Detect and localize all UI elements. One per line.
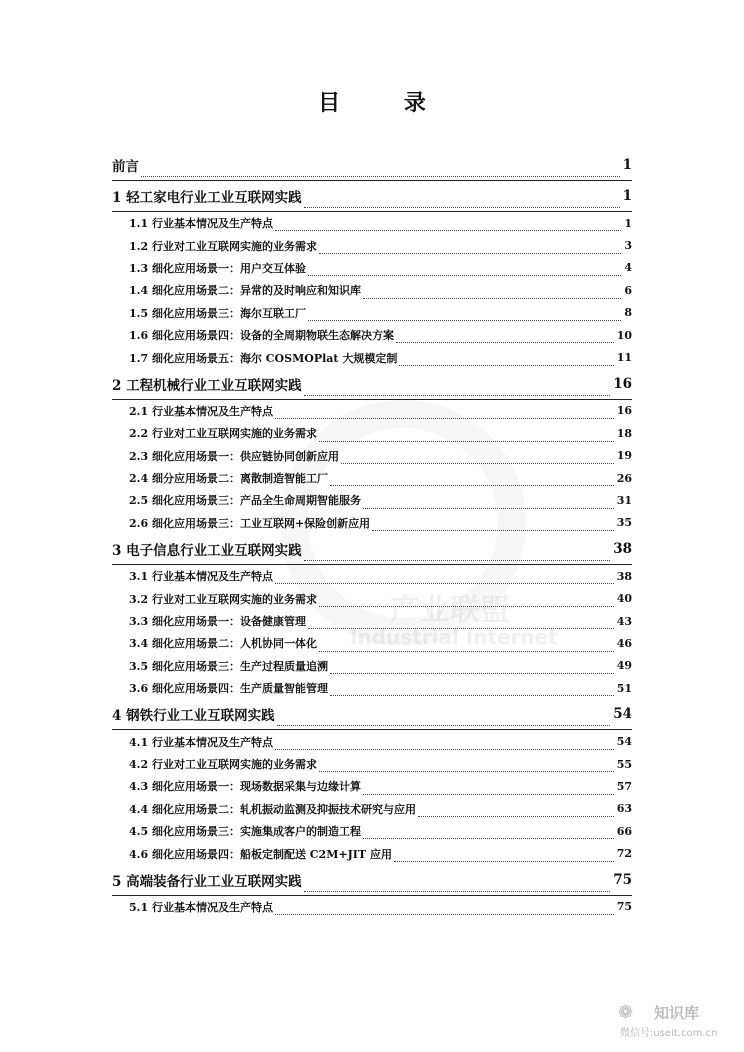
toc-entry-label: 4.1 行业基本情况及生产特点 [129, 735, 273, 749]
toc-section-row[interactable] [112, 212, 632, 234]
toc-chapter-row[interactable] [112, 369, 632, 400]
toc-page-number: 16 [613, 375, 632, 392]
toc-page-number: 75 [613, 871, 632, 888]
toc-entry-label: 3 电子信息行业工业互联网实践 [112, 543, 302, 560]
toc-section-row[interactable] [112, 324, 632, 346]
toc-entry-label: 3.4 细化应用场景二：人机协同一体化 [129, 637, 317, 651]
toc-page-number: 49 [616, 659, 632, 673]
toc-leader-dots [363, 297, 621, 299]
toc-section-row[interactable] [112, 445, 632, 467]
toc-section-row[interactable] [112, 677, 632, 699]
toc-page-number: 38 [613, 541, 632, 558]
toc-section-row[interactable] [112, 610, 632, 632]
toc-leader-dots [308, 274, 621, 276]
toc-entry-label: 1.1 行业基本情况及生产特点 [129, 217, 273, 231]
toc-section-row[interactable] [112, 279, 632, 301]
toc-section-row[interactable] [112, 820, 632, 842]
toc-leader-dots [330, 672, 614, 674]
toc-chapter-row[interactable] [112, 150, 632, 181]
toc-leader-dots [330, 484, 614, 486]
toc-leader-dots [275, 417, 614, 419]
toc-leader-dots [399, 364, 613, 366]
toc-section-row[interactable] [112, 730, 632, 752]
toc-chapter-row[interactable] [112, 865, 632, 896]
toc-page-number: 31 [616, 493, 632, 507]
toc-leader-dots [304, 206, 620, 208]
toc-page-number: 63 [616, 802, 632, 816]
toc-entry-label: 2 工程机械行业工业互联网实践 [112, 377, 302, 394]
toc-chapter-row[interactable] [112, 699, 632, 730]
toc-page-number: 1 [624, 216, 632, 230]
toc-entry-label: 2.1 行业基本情况及生产特点 [129, 404, 273, 418]
toc-entry-label: 1.7 细化应用场景五：海尔 COSMOPlat 大规模定制 [129, 351, 398, 365]
footer-logo [614, 1000, 734, 1040]
toc-leader-dots [304, 559, 611, 561]
toc-page-number: 57 [616, 779, 632, 793]
toc-section-row[interactable] [112, 655, 632, 677]
toc-leader-dots [394, 860, 614, 862]
toc-section-row[interactable] [112, 346, 632, 368]
watermark-en: Industrial Internet [350, 625, 558, 649]
toc-entry-label: 5 高端装备行业工业互联网实践 [112, 873, 302, 890]
toc-entry-label: 2.6 细化应用场景三：工业互联网+保险创新应用 [129, 516, 371, 530]
footer-brand: 知识库 [654, 1004, 700, 1022]
toc-page-number: 4 [624, 261, 632, 275]
toc-leader-dots [319, 770, 614, 772]
toc-chapter-row[interactable] [112, 181, 632, 212]
toc-section-row[interactable] [112, 565, 632, 587]
toc-page-number: 35 [616, 516, 632, 530]
toc-section-row[interactable] [112, 587, 632, 609]
toc-page-number: 66 [616, 824, 632, 838]
toc-entry-label: 4.5 细化应用场景三：实施集成客户的制造工程 [129, 825, 361, 839]
toc-section-row[interactable] [112, 234, 632, 256]
toc-page-number: 46 [616, 636, 632, 650]
toc-leader-dots [304, 890, 611, 892]
toc-section-row[interactable] [112, 257, 632, 279]
toc-page-number: 10 [616, 328, 632, 342]
toc-leader-dots [275, 582, 614, 584]
toc-entry-label: 4.2 行业对工业互联网实施的业务需求 [129, 758, 317, 771]
wechat-icon: ❁ [618, 1002, 634, 1023]
toc-leader-dots [319, 252, 621, 254]
toc-page-number: 38 [616, 569, 632, 583]
toc-entry-label: 2.5 细化应用场景三：产品全生命周期智能服务 [129, 494, 361, 508]
toc-page-number: 19 [616, 449, 632, 463]
toc-page-number: 40 [616, 592, 632, 606]
toc-entry-label: 3.2 行业对工业互联网实施的业务需求 [129, 592, 317, 606]
toc-entry-label: 3.3 细化应用场景一：设备健康管理 [129, 615, 306, 629]
toc-entry-label: 4.6 细化应用场景四：船板定制配送 C2M+JIT 应用 [129, 847, 392, 861]
toc-leader-dots [363, 837, 614, 839]
toc-page-number: 3 [624, 239, 632, 253]
toc-entry-label: 1.6 细化应用场景四：设备的全周期物联生态解决方案 [129, 329, 394, 343]
toc-leader-dots [319, 650, 614, 652]
toc-section-row[interactable] [112, 896, 632, 918]
toc-page-number: 1 [622, 157, 632, 173]
toc-section-row[interactable] [112, 775, 632, 797]
toc-page-number: 72 [616, 847, 632, 861]
toc-leader-dots [308, 319, 621, 321]
toc-leader-dots [277, 724, 611, 726]
toc-page-number: 6 [624, 283, 632, 297]
toc-leader-dots [275, 229, 621, 231]
toc-page-number: 43 [616, 614, 632, 628]
toc-chapter-row[interactable] [112, 534, 632, 565]
toc-section-row[interactable] [112, 467, 632, 489]
toc-section-row[interactable] [112, 400, 632, 422]
toc-entry-label: 3.6 细化应用场景四：生产质量智能管理 [129, 682, 328, 696]
toc-entry-label: 3.1 行业基本情况及生产特点 [129, 570, 273, 584]
toc-page-number: 26 [616, 471, 632, 485]
toc-entry-label: 前言 [112, 159, 139, 175]
toc-entry-label: 1.3 细化应用场景一：用户交互体验 [129, 261, 306, 275]
toc-leader-dots [341, 462, 614, 464]
toc-entry-label: 1.5 细化应用场景三：海尔互联工厂 [129, 306, 306, 320]
toc-leader-dots [396, 341, 614, 343]
toc-leader-dots [372, 529, 614, 531]
toc-section-row[interactable] [112, 422, 632, 444]
toc-page-number: 11 [616, 351, 632, 365]
toc-page-number: 54 [613, 706, 632, 723]
toc-section-row[interactable] [112, 842, 632, 864]
toc-section-row[interactable] [112, 632, 632, 654]
toc-leader-dots [363, 507, 614, 509]
toc-entry-label: 5.1 行业基本情况及生产特点 [129, 900, 273, 914]
toc-section-row[interactable] [112, 489, 632, 511]
toc-leader-dots [319, 440, 614, 442]
toc-section-row[interactable] [112, 798, 632, 820]
toc-entry-label: 4 钢铁行业工业互联网实践 [112, 708, 275, 725]
toc-page-number: 54 [616, 735, 632, 749]
toc-leader-dots [141, 175, 620, 177]
toc-entry-label: 1.4 细化应用场景二：异常的及时响应和知识库 [129, 284, 361, 298]
toc-section-row[interactable] [112, 512, 632, 534]
footer-sub: 微信号:useit.com.cn [620, 1028, 718, 1039]
toc-entry-label: 1 轻工家电行业工业互联网实践 [112, 190, 302, 206]
toc-entry-label: 4.4 细化应用场景二：轧机振动监测及抑振技术研究与应用 [129, 802, 416, 816]
toc-page-number: 8 [624, 306, 632, 320]
toc-section-row[interactable] [112, 302, 632, 324]
toc-section-row[interactable] [112, 753, 632, 775]
table-of-contents [112, 150, 632, 918]
toc-leader-dots [319, 605, 614, 607]
toc-leader-dots [418, 815, 614, 817]
toc-page-number: 1 [622, 188, 632, 204]
toc-page-number: 51 [616, 681, 632, 695]
watermark-cn: 产业联盟 [390, 593, 510, 628]
toc-leader-dots [304, 394, 611, 396]
toc-leader-dots [275, 748, 614, 750]
toc-leader-dots [275, 913, 614, 915]
toc-page-number: 55 [616, 757, 632, 771]
toc-entry-label: 2.2 行业对工业互联网实施的业务需求 [129, 427, 317, 441]
toc-page-number: 18 [616, 426, 632, 440]
toc-entry-label: 1.2 行业对工业互联网实施的业务需求 [129, 239, 317, 253]
toc-page-number: 75 [616, 900, 632, 914]
toc-leader-dots [363, 793, 614, 795]
toc-entry-label: 2.4 细分应用场景二：离散制造智能工厂 [129, 472, 328, 486]
page-title: 目 录 [318, 90, 454, 116]
toc-leader-dots [308, 627, 614, 629]
toc-page-number: 16 [616, 404, 632, 418]
toc-entry-label: 3.5 细化应用场景三：生产过程质量追溯 [129, 659, 328, 673]
toc-entry-label: 4.3 细化应用场景一：现场数据采集与边缘计算 [129, 780, 361, 794]
toc-entry-label: 2.3 细化应用场景一：供应链协同创新应用 [129, 449, 339, 463]
toc-leader-dots [330, 694, 614, 696]
